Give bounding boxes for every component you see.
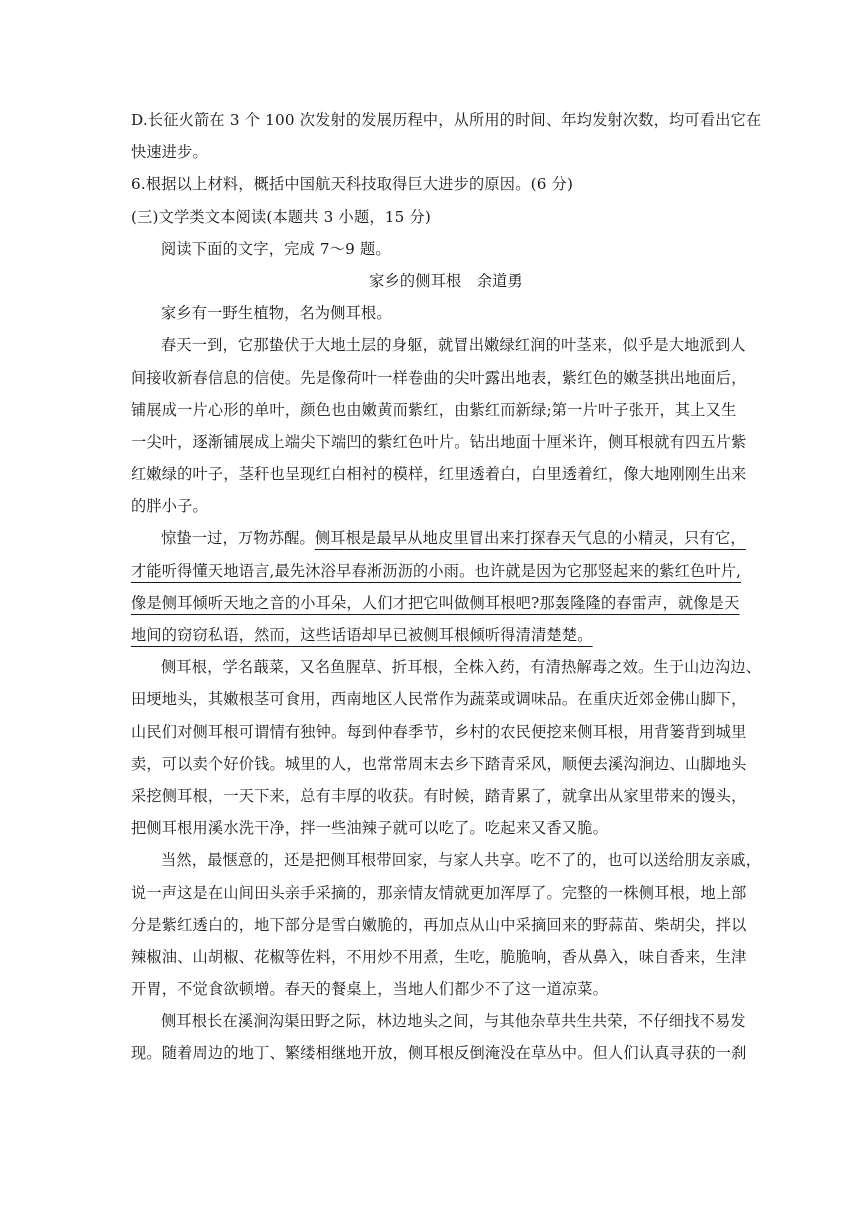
- underlined-sentence: 才能听得懂天地语言,最先沐浴早春淅沥沥的小雨。也许就是因为它那竖起来的紫红色叶片,: [131, 561, 742, 580]
- question-6: 6.根据以上材料，概括中国航天科技取得巨大进步的原因。(6 分): [131, 175, 574, 194]
- option-d-line-2: 快速进步。: [131, 143, 208, 162]
- paragraph-line: 卖，可以卖个好价钱。城里的人，也常常周末去乡下踏青采风，顺便去溪沟涧边、山脚地头: [131, 754, 747, 773]
- paragraph-line: 山民们对侧耳根可谓情有独钟。每到仲春季节，乡村的农民便挖来侧耳根，用背篓背到城里: [131, 722, 747, 741]
- paragraph-line: 辣椒油、山胡椒、花椒等佐料，不用炒不用煮，生吃，脆脆响，香从鼻入，味自香来，生津: [131, 947, 747, 966]
- paragraph-line: 侧耳根，学名蕺菜，又名鱼腥草、折耳根，全株入药，有清热解毒之效。生于山边沟边、: [161, 658, 762, 677]
- paragraph-3: [131, 522, 746, 651]
- paragraph-line: 红嫩绿的叶子，茎秆也呈现红白相衬的模样，红里透着白，白里透着红，像大地刚刚生出来: [131, 465, 747, 484]
- paragraph-line: [131, 587, 740, 619]
- document-body: [131, 104, 762, 1070]
- option-d-line-1: D.长征火箭在 3 个 100 次发射的发展历程中，从所用的时间、年均发射次数，均可看出它在: [131, 111, 762, 129]
- paragraph-line: 的胖小子。: [131, 497, 208, 516]
- paragraph-line: [131, 555, 742, 587]
- plain-text: 惊蛰一过，万物苏醒。: [161, 529, 315, 548]
- underlined-sentence: 地间的窃窃私语，然而，这些话语却早已被侧耳根倾听得清清楚楚。: [131, 626, 593, 644]
- article-title: 家乡的侧耳根 余道勇: [369, 271, 523, 290]
- underlined-sentence: 像是侧耳倾听天地之音的小耳朵，人们才把它叫做侧耳根吧?那轰隆隆的春雷声，就像是天: [131, 593, 740, 612]
- paragraph-line: 说一声这是在山间田头亲手采摘的，那亲情友情就更加浑厚了。完整的一株侧耳根，地上部: [131, 883, 747, 902]
- paragraph-line: 当然，最惬意的，还是把侧耳根带回家，与家人共享。吃不了的，也可以送给朋友亲戚，: [161, 851, 762, 870]
- paragraph-line: 分是紫红透白的，地下部分是雪白嫩脆的，再加点从山中采摘回来的野蒜苗、柴胡尖，拌以: [131, 915, 747, 934]
- paragraph-line: [131, 619, 731, 651]
- paragraph-2: [131, 329, 747, 522]
- paragraph-line: 铺展成一片心形的单叶，颜色也由嫩黄而紫红，由紫红而新绿;第一片叶子张开，其上又生: [131, 400, 737, 419]
- paragraph-line: 一尖叶，逐渐铺展成上端尖下端凹的紫红色叶片。钻出地面十厘米许，侧耳根就有四五片紫: [131, 432, 747, 451]
- paragraph-line: 家乡有一野生植物，名为侧耳根。: [161, 304, 392, 323]
- paragraph-line: 间接收新春信息的信使。先是像荷叶一样卷曲的尖叶露出地表，紫红色的嫩茎拱出地面后，: [131, 368, 747, 387]
- paragraph-line: 侧耳根长在溪涧沟渠田野之际，林边地头之间，与其他杂草共生共荣，不仔细找不易发: [161, 1012, 746, 1031]
- paragraph-line: 现。随着周边的地丁、繁缕相继地开放，侧耳根反倒淹没在草丛中。但人们认真寻获的一刹: [131, 1044, 747, 1063]
- paragraph-line: 采挖侧耳根，一天下来，总有丰厚的收获。有时候，踏青累了，就拿出从家里带来的馒头，: [131, 786, 747, 805]
- paragraph-4: [131, 651, 762, 844]
- paragraph-line: 田埂地头，其嫩根茎可食用，西南地区人民常作为蔬菜或调味品。在重庆近郊金佛山脚下，: [131, 690, 747, 709]
- paragraph-line: 开胃，不觉食欲顿增。春天的餐桌上，当地人们都少不了这一道凉菜。: [131, 980, 609, 999]
- paragraph-line: [131, 522, 746, 554]
- paragraph-line: 春天一到，它那蛰伏于大地土层的身躯，就冒出嫩绿红润的叶茎来，似乎是大地派到人: [161, 336, 746, 355]
- paragraph-line: 把侧耳根用溪水洗干净，拌一些油辣子就可以吃了。吃起来又香又脆。: [131, 819, 609, 838]
- paragraph-5: [131, 844, 762, 1005]
- reading-instruction: 阅读下面的文字，完成 7～9 题。: [161, 239, 391, 258]
- underlined-sentence: 侧耳根是最早从地皮里冒出来打探春天气息的小精灵，只有它，: [314, 529, 746, 548]
- section-3-heading: (三)文学类文本阅读(本题共 3 小题，15 分): [131, 207, 431, 226]
- paragraph-1: [131, 297, 731, 329]
- paragraph-6: [131, 1005, 747, 1069]
